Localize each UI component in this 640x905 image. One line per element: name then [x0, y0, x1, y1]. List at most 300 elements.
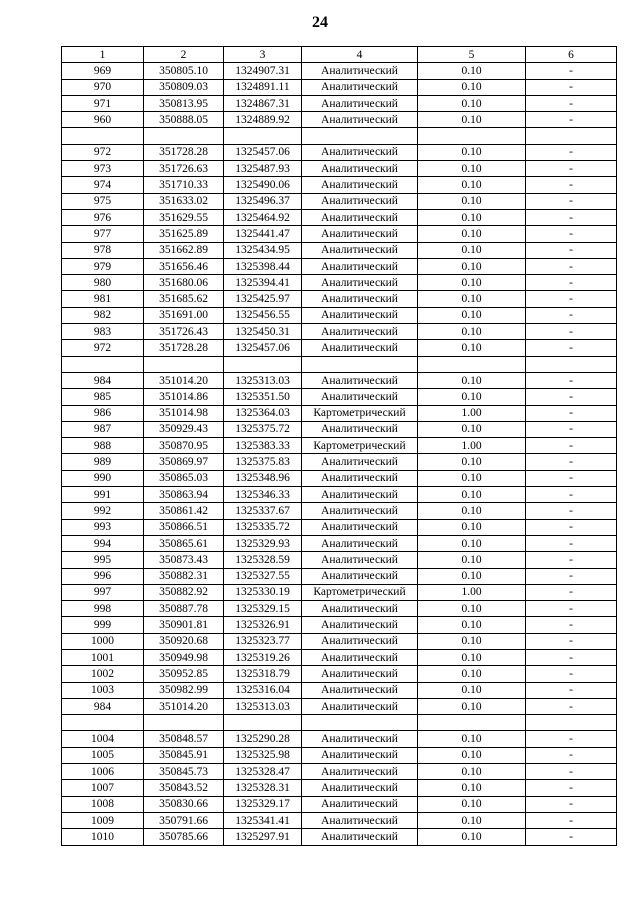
- table-row: [62, 193, 617, 209]
- y-coordinate-cell: 1325313.03: [224, 698, 302, 714]
- point-number-cell: 1004: [62, 731, 144, 747]
- x-coordinate-cell: [144, 356, 224, 372]
- table-row: [62, 503, 617, 519]
- note-cell: -: [526, 731, 617, 747]
- point-number-cell: 1002: [62, 666, 144, 682]
- table-row: [62, 487, 617, 503]
- y-coordinate-cell: 1325325.98: [224, 747, 302, 763]
- y-coordinate-cell: 1325457.06: [224, 144, 302, 160]
- note-cell: -: [526, 487, 617, 503]
- note-cell: -: [526, 291, 617, 307]
- y-coordinate-cell: 1324907.31: [224, 63, 302, 79]
- method-cell: Аналитический: [302, 780, 418, 796]
- note-cell: -: [526, 95, 617, 111]
- point-number-cell: 984: [62, 372, 144, 388]
- accuracy-cell: 0.10: [418, 144, 526, 160]
- method-cell: Аналитический: [302, 421, 418, 437]
- method-cell: Аналитический: [302, 275, 418, 291]
- x-coordinate-cell: 351629.55: [144, 209, 224, 225]
- x-coordinate-cell: 351014.20: [144, 372, 224, 388]
- x-coordinate-cell: 351656.46: [144, 258, 224, 274]
- point-number-cell: 1000: [62, 633, 144, 649]
- table-row: [62, 144, 617, 160]
- method-cell: Аналитический: [302, 698, 418, 714]
- y-coordinate-cell: [224, 128, 302, 144]
- accuracy-cell: 1.00: [418, 438, 526, 454]
- x-coordinate-cell: 351662.89: [144, 242, 224, 258]
- accuracy-cell: 0.10: [418, 764, 526, 780]
- x-coordinate-cell: 351710.33: [144, 177, 224, 193]
- method-cell: Аналитический: [302, 226, 418, 242]
- accuracy-cell: 0.10: [418, 796, 526, 812]
- x-coordinate-cell: 350785.66: [144, 829, 224, 845]
- note-cell: -: [526, 519, 617, 535]
- x-coordinate-cell: 350845.91: [144, 747, 224, 763]
- point-number-cell: 1007: [62, 780, 144, 796]
- table-row: [62, 535, 617, 551]
- method-cell: [302, 715, 418, 731]
- accuracy-cell: 0.10: [418, 193, 526, 209]
- method-cell: Аналитический: [302, 209, 418, 225]
- method-cell: Аналитический: [302, 812, 418, 828]
- x-coordinate-cell: 350888.05: [144, 112, 224, 128]
- table-row: [62, 226, 617, 242]
- x-coordinate-cell: 350863.94: [144, 487, 224, 503]
- x-coordinate-cell: 350949.98: [144, 649, 224, 665]
- point-number-cell: 960: [62, 112, 144, 128]
- note-cell: -: [526, 796, 617, 812]
- point-number-cell: 970: [62, 79, 144, 95]
- table-row: [62, 812, 617, 828]
- accuracy-cell: 0.10: [418, 95, 526, 111]
- column-header: 5: [418, 47, 526, 63]
- method-cell: Аналитический: [302, 487, 418, 503]
- accuracy-cell: 0.10: [418, 177, 526, 193]
- note-cell: -: [526, 258, 617, 274]
- y-coordinate-cell: 1325323.77: [224, 633, 302, 649]
- method-cell: Аналитический: [302, 568, 418, 584]
- point-number-cell: [62, 356, 144, 372]
- y-coordinate-cell: 1325316.04: [224, 682, 302, 698]
- note-cell: -: [526, 177, 617, 193]
- table-row: [62, 633, 617, 649]
- point-number-cell: 983: [62, 324, 144, 340]
- x-coordinate-cell: 350845.73: [144, 764, 224, 780]
- column-header: 4: [302, 47, 418, 63]
- x-coordinate-cell: 350843.52: [144, 780, 224, 796]
- point-number-cell: 989: [62, 454, 144, 470]
- y-coordinate-cell: 1325425.97: [224, 291, 302, 307]
- x-coordinate-cell: 351014.86: [144, 389, 224, 405]
- table-row: [62, 519, 617, 535]
- note-cell: -: [526, 161, 617, 177]
- page-number: 24: [312, 14, 328, 31]
- table-row: [62, 242, 617, 258]
- y-coordinate-cell: 1325319.26: [224, 649, 302, 665]
- accuracy-cell: 0.10: [418, 519, 526, 535]
- accuracy-cell: 0.10: [418, 731, 526, 747]
- note-cell: -: [526, 372, 617, 388]
- y-coordinate-cell: [224, 356, 302, 372]
- y-coordinate-cell: 1325464.92: [224, 209, 302, 225]
- note-cell: -: [526, 144, 617, 160]
- table-row: [62, 112, 617, 128]
- note-cell: -: [526, 584, 617, 600]
- note-cell: -: [526, 649, 617, 665]
- table-row: [62, 454, 617, 470]
- note-cell: -: [526, 470, 617, 486]
- table-row: [62, 438, 617, 454]
- point-number-cell: 988: [62, 438, 144, 454]
- y-coordinate-cell: 1325327.55: [224, 568, 302, 584]
- method-cell: Аналитический: [302, 372, 418, 388]
- accuracy-cell: 0.10: [418, 372, 526, 388]
- x-coordinate-cell: 350887.78: [144, 601, 224, 617]
- method-cell: Аналитический: [302, 829, 418, 845]
- table-row: [62, 731, 617, 747]
- note-cell: -: [526, 340, 617, 356]
- table-row: [62, 95, 617, 111]
- table-row: [62, 649, 617, 665]
- y-coordinate-cell: 1325318.79: [224, 666, 302, 682]
- accuracy-cell: 0.10: [418, 421, 526, 437]
- accuracy-cell: 0.10: [418, 275, 526, 291]
- y-coordinate-cell: 1325346.33: [224, 487, 302, 503]
- table-row: [62, 601, 617, 617]
- y-coordinate-cell: 1325297.91: [224, 829, 302, 845]
- accuracy-cell: 0.10: [418, 307, 526, 323]
- y-coordinate-cell: 1325351.50: [224, 389, 302, 405]
- point-number-cell: 986: [62, 405, 144, 421]
- note-cell: -: [526, 307, 617, 323]
- point-number-cell: 971: [62, 95, 144, 111]
- x-coordinate-cell: 351014.98: [144, 405, 224, 421]
- column-header: 6: [526, 47, 617, 63]
- accuracy-cell: 0.10: [418, 666, 526, 682]
- y-coordinate-cell: 1325456.55: [224, 307, 302, 323]
- x-coordinate-cell: 350791.66: [144, 812, 224, 828]
- y-coordinate-cell: 1325313.03: [224, 372, 302, 388]
- y-coordinate-cell: 1325375.83: [224, 454, 302, 470]
- x-coordinate-cell: 351685.62: [144, 291, 224, 307]
- point-number-cell: 979: [62, 258, 144, 274]
- table-body: [62, 63, 617, 845]
- x-coordinate-cell: 350830.66: [144, 796, 224, 812]
- point-number-cell: 998: [62, 601, 144, 617]
- method-cell: Аналитический: [302, 682, 418, 698]
- method-cell: Аналитический: [302, 535, 418, 551]
- y-coordinate-cell: 1325394.41: [224, 275, 302, 291]
- method-cell: Аналитический: [302, 177, 418, 193]
- x-coordinate-cell: [144, 715, 224, 731]
- point-number-cell: 985: [62, 389, 144, 405]
- accuracy-cell: [418, 356, 526, 372]
- table-row: [62, 764, 617, 780]
- point-number-cell: 997: [62, 584, 144, 600]
- note-cell: -: [526, 535, 617, 551]
- note-cell: -: [526, 112, 617, 128]
- x-coordinate-cell: 350865.61: [144, 535, 224, 551]
- point-number-cell: 991: [62, 487, 144, 503]
- method-cell: Аналитический: [302, 161, 418, 177]
- method-cell: Аналитический: [302, 633, 418, 649]
- table-row: [62, 209, 617, 225]
- point-number-cell: 977: [62, 226, 144, 242]
- y-coordinate-cell: 1324891.11: [224, 79, 302, 95]
- x-coordinate-cell: 350929.43: [144, 421, 224, 437]
- y-coordinate-cell: 1325450.31: [224, 324, 302, 340]
- y-coordinate-cell: 1325398.44: [224, 258, 302, 274]
- x-coordinate-cell: [144, 128, 224, 144]
- method-cell: [302, 128, 418, 144]
- coordinates-table: [61, 46, 617, 846]
- y-coordinate-cell: 1325364.03: [224, 405, 302, 421]
- table-row: [62, 258, 617, 274]
- y-coordinate-cell: 1325490.06: [224, 177, 302, 193]
- x-coordinate-cell: 350873.43: [144, 552, 224, 568]
- note-cell: -: [526, 698, 617, 714]
- table-row: [62, 715, 617, 731]
- accuracy-cell: 0.10: [418, 209, 526, 225]
- table-row: [62, 470, 617, 486]
- table-row: [62, 747, 617, 763]
- point-number-cell: 994: [62, 535, 144, 551]
- accuracy-cell: 0.10: [418, 487, 526, 503]
- accuracy-cell: 0.10: [418, 649, 526, 665]
- accuracy-cell: 0.10: [418, 617, 526, 633]
- x-coordinate-cell: 350866.51: [144, 519, 224, 535]
- x-coordinate-cell: 350882.92: [144, 584, 224, 600]
- point-number-cell: 995: [62, 552, 144, 568]
- point-number-cell: 975: [62, 193, 144, 209]
- table-row: [62, 79, 617, 95]
- method-cell: Картометрический: [302, 584, 418, 600]
- y-coordinate-cell: 1325329.15: [224, 601, 302, 617]
- table-row: [62, 698, 617, 714]
- method-cell: Картометрический: [302, 438, 418, 454]
- point-number-cell: 1003: [62, 682, 144, 698]
- y-coordinate-cell: 1325329.93: [224, 535, 302, 551]
- y-coordinate-cell: 1325328.59: [224, 552, 302, 568]
- note-cell: -: [526, 747, 617, 763]
- method-cell: Аналитический: [302, 144, 418, 160]
- point-number-cell: 1001: [62, 649, 144, 665]
- table-row: [62, 829, 617, 845]
- x-coordinate-cell: 351726.63: [144, 161, 224, 177]
- point-number-cell: 990: [62, 470, 144, 486]
- accuracy-cell: 0.10: [418, 829, 526, 845]
- table-row: [62, 340, 617, 356]
- x-coordinate-cell: 351726.43: [144, 324, 224, 340]
- y-coordinate-cell: 1325337.67: [224, 503, 302, 519]
- accuracy-cell: [418, 715, 526, 731]
- point-number-cell: [62, 715, 144, 731]
- x-coordinate-cell: 350848.57: [144, 731, 224, 747]
- x-coordinate-cell: 351625.89: [144, 226, 224, 242]
- point-number-cell: 972: [62, 340, 144, 356]
- note-cell: -: [526, 421, 617, 437]
- y-coordinate-cell: 1325375.72: [224, 421, 302, 437]
- table-row: [62, 275, 617, 291]
- y-coordinate-cell: [224, 715, 302, 731]
- y-coordinate-cell: 1325335.72: [224, 519, 302, 535]
- method-cell: Аналитический: [302, 470, 418, 486]
- point-number-cell: 993: [62, 519, 144, 535]
- accuracy-cell: 0.10: [418, 780, 526, 796]
- note-cell: -: [526, 63, 617, 79]
- method-cell: Аналитический: [302, 454, 418, 470]
- point-number-cell: 1005: [62, 747, 144, 763]
- accuracy-cell: 0.10: [418, 161, 526, 177]
- accuracy-cell: 0.10: [418, 454, 526, 470]
- note-cell: -: [526, 226, 617, 242]
- note-cell: -: [526, 275, 617, 291]
- accuracy-cell: 0.10: [418, 503, 526, 519]
- point-number-cell: 992: [62, 503, 144, 519]
- note-cell: -: [526, 617, 617, 633]
- accuracy-cell: 0.10: [418, 389, 526, 405]
- y-coordinate-cell: 1324867.31: [224, 95, 302, 111]
- method-cell: Аналитический: [302, 503, 418, 519]
- y-coordinate-cell: 1325328.47: [224, 764, 302, 780]
- point-number-cell: [62, 128, 144, 144]
- note-cell: -: [526, 324, 617, 340]
- note-cell: -: [526, 812, 617, 828]
- point-number-cell: 1006: [62, 764, 144, 780]
- point-number-cell: 974: [62, 177, 144, 193]
- method-cell: Аналитический: [302, 324, 418, 340]
- note-cell: [526, 715, 617, 731]
- table-row: [62, 324, 617, 340]
- note-cell: -: [526, 601, 617, 617]
- point-number-cell: 978: [62, 242, 144, 258]
- accuracy-cell: 0.10: [418, 568, 526, 584]
- method-cell: Аналитический: [302, 307, 418, 323]
- accuracy-cell: 0.10: [418, 535, 526, 551]
- y-coordinate-cell: 1325348.96: [224, 470, 302, 486]
- table-row: [62, 128, 617, 144]
- x-coordinate-cell: 350861.42: [144, 503, 224, 519]
- x-coordinate-cell: 350901.81: [144, 617, 224, 633]
- table-row: [62, 584, 617, 600]
- x-coordinate-cell: 350982.99: [144, 682, 224, 698]
- method-cell: Аналитический: [302, 63, 418, 79]
- x-coordinate-cell: 351728.28: [144, 340, 224, 356]
- note-cell: -: [526, 209, 617, 225]
- x-coordinate-cell: 350882.31: [144, 568, 224, 584]
- table-row: [62, 177, 617, 193]
- point-number-cell: 999: [62, 617, 144, 633]
- x-coordinate-cell: 350865.03: [144, 470, 224, 486]
- y-coordinate-cell: 1325341.41: [224, 812, 302, 828]
- note-cell: -: [526, 79, 617, 95]
- method-cell: Аналитический: [302, 242, 418, 258]
- x-coordinate-cell: 350813.95: [144, 95, 224, 111]
- accuracy-cell: 0.10: [418, 340, 526, 356]
- table-row: [62, 63, 617, 79]
- note-cell: -: [526, 389, 617, 405]
- accuracy-cell: 0.10: [418, 812, 526, 828]
- x-coordinate-cell: 350870.95: [144, 438, 224, 454]
- accuracy-cell: 0.10: [418, 747, 526, 763]
- accuracy-cell: 0.10: [418, 552, 526, 568]
- y-coordinate-cell: 1325328.31: [224, 780, 302, 796]
- point-number-cell: 1010: [62, 829, 144, 845]
- table-row: [62, 421, 617, 437]
- point-number-cell: 969: [62, 63, 144, 79]
- note-cell: [526, 128, 617, 144]
- point-number-cell: 980: [62, 275, 144, 291]
- y-coordinate-cell: 1324889.92: [224, 112, 302, 128]
- point-number-cell: 1008: [62, 796, 144, 812]
- accuracy-cell: 0.10: [418, 698, 526, 714]
- method-cell: Аналитический: [302, 617, 418, 633]
- table-row: [62, 666, 617, 682]
- x-coordinate-cell: 350920.68: [144, 633, 224, 649]
- y-coordinate-cell: 1325330.19: [224, 584, 302, 600]
- accuracy-cell: 0.10: [418, 682, 526, 698]
- y-coordinate-cell: 1325487.93: [224, 161, 302, 177]
- y-coordinate-cell: 1325434.95: [224, 242, 302, 258]
- accuracy-cell: 0.10: [418, 291, 526, 307]
- note-cell: -: [526, 829, 617, 845]
- point-number-cell: 981: [62, 291, 144, 307]
- x-coordinate-cell: 351014.20: [144, 698, 224, 714]
- note-cell: -: [526, 764, 617, 780]
- table-row: [62, 356, 617, 372]
- accuracy-cell: 1.00: [418, 405, 526, 421]
- point-number-cell: 973: [62, 161, 144, 177]
- note-cell: -: [526, 242, 617, 258]
- accuracy-cell: [418, 128, 526, 144]
- note-cell: -: [526, 780, 617, 796]
- accuracy-cell: 0.10: [418, 258, 526, 274]
- point-number-cell: 982: [62, 307, 144, 323]
- table-row: [62, 389, 617, 405]
- table-row: [62, 682, 617, 698]
- point-number-cell: 987: [62, 421, 144, 437]
- accuracy-cell: 0.10: [418, 226, 526, 242]
- method-cell: Картометрический: [302, 405, 418, 421]
- x-coordinate-cell: 351680.06: [144, 275, 224, 291]
- table-row: [62, 161, 617, 177]
- note-cell: -: [526, 503, 617, 519]
- note-cell: -: [526, 682, 617, 698]
- method-cell: Аналитический: [302, 519, 418, 535]
- y-coordinate-cell: 1325457.06: [224, 340, 302, 356]
- accuracy-cell: 0.10: [418, 601, 526, 617]
- method-cell: Аналитический: [302, 389, 418, 405]
- method-cell: Аналитический: [302, 95, 418, 111]
- method-cell: Аналитический: [302, 764, 418, 780]
- table-row: [62, 780, 617, 796]
- method-cell: Аналитический: [302, 731, 418, 747]
- method-cell: Аналитический: [302, 79, 418, 95]
- point-number-cell: 976: [62, 209, 144, 225]
- accuracy-cell: 0.10: [418, 242, 526, 258]
- y-coordinate-cell: 1325326.91: [224, 617, 302, 633]
- x-coordinate-cell: 351728.28: [144, 144, 224, 160]
- table-row: [62, 372, 617, 388]
- x-coordinate-cell: 350805.10: [144, 63, 224, 79]
- accuracy-cell: 1.00: [418, 584, 526, 600]
- method-cell: Аналитический: [302, 291, 418, 307]
- point-number-cell: 1009: [62, 812, 144, 828]
- method-cell: Аналитический: [302, 649, 418, 665]
- column-header: 1: [62, 47, 144, 63]
- note-cell: [526, 356, 617, 372]
- table-row: [62, 552, 617, 568]
